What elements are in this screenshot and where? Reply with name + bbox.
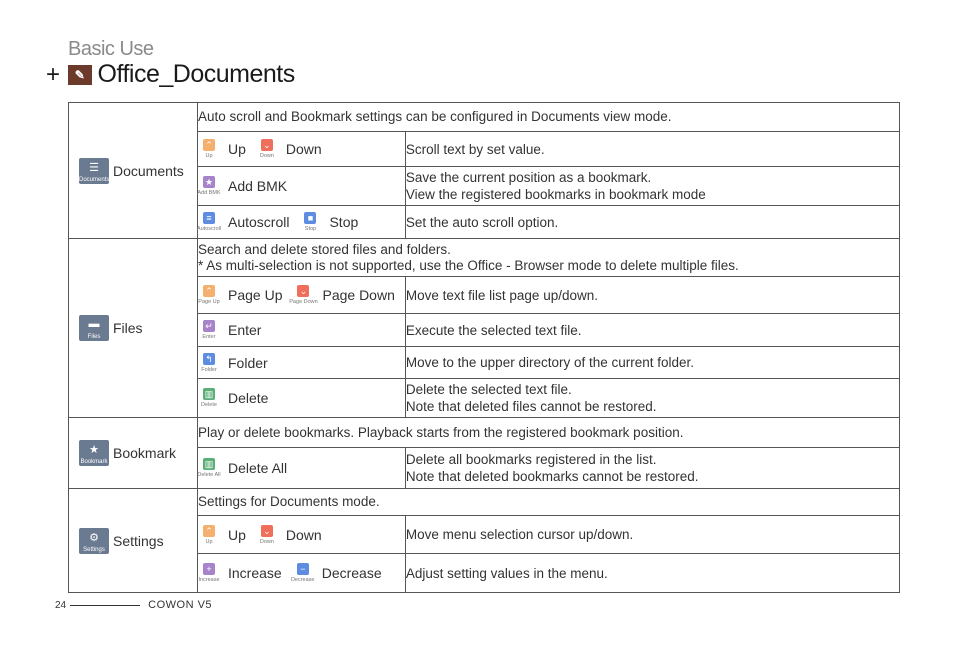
office-logo-icon: ✎ (68, 65, 92, 85)
action-description: Delete the selected text file. Note that deleted files cannot be restored. (405, 379, 899, 418)
button-cell: ↰ Folder Folder (198, 347, 406, 379)
page-down-icon[interactable]: ⌄ (297, 285, 309, 297)
button-label: Delete All (228, 460, 288, 476)
minus-icon[interactable]: − (297, 563, 309, 575)
category-documents (69, 103, 198, 239)
autoscroll-icon[interactable]: ≡ (203, 212, 215, 224)
page-up-icon[interactable]: ⌃ (203, 285, 215, 297)
button-label: Increase (228, 565, 282, 581)
button-label: Page Down (322, 287, 395, 303)
action-description: Move menu selection cursor up/down. (405, 516, 899, 554)
action-description: Set the auto scroll option. (405, 206, 899, 239)
button-cell: ⌃ Up Up ⌄ Down Down (198, 516, 406, 554)
action-description: Move to the upper directory of the current folder. (405, 347, 899, 379)
category-label: Files (113, 320, 143, 336)
stop-icon[interactable]: ■ (304, 212, 316, 224)
plus-icon[interactable]: + (203, 563, 215, 575)
action-description: Execute the selected text file. (405, 314, 899, 347)
footer-brand: COWON V5 (148, 599, 213, 611)
add-bookmark-icon[interactable]: ★ (204, 177, 214, 187)
category-label: Bookmark (113, 445, 177, 461)
page-title (46, 60, 295, 89)
bookmark-icon: ★ Bookmark (79, 440, 109, 466)
up-arrow-icon[interactable]: ⌃ (203, 139, 215, 151)
gear-icon: ⚙ Settings (79, 528, 109, 554)
section-description: Settings for Documents mode. (198, 489, 900, 516)
button-label: Folder (228, 354, 268, 371)
down-arrow-icon[interactable]: ⌄ (261, 139, 273, 151)
action-description: Move text file list page up/down. (405, 277, 899, 314)
down-arrow-icon[interactable]: ⌄ (261, 525, 273, 537)
button-label: Up (228, 141, 246, 157)
button-label: Delete (228, 390, 269, 406)
button-cell: ▥ Delete Delete (198, 379, 406, 418)
folder-up-icon[interactable]: ↰ (203, 353, 215, 365)
page-number: 24 (55, 599, 67, 611)
folder-icon: ▬ Files (79, 315, 109, 341)
category-files (69, 239, 198, 418)
document-icon: ☰ Documents (79, 158, 109, 184)
category-settings (69, 489, 198, 593)
button-label: Stop (329, 214, 359, 230)
category-bookmark (69, 418, 198, 489)
section-description: Auto scroll and Bookmark settings can be configured in Documents view mode. (198, 103, 900, 132)
enter-icon[interactable]: ↵ (203, 320, 215, 332)
button-cell: ≡ Autoscroll Autoscroll ■ Stop Stop (198, 206, 406, 239)
button-cell: ▥ Delete All Delete All (198, 448, 406, 489)
action-description: Delete all bookmarks registered in the list. Note that deleted bookmarks cannot be restored. (405, 448, 899, 489)
page-footer (55, 599, 212, 611)
page-title-text: Office_Documents (97, 60, 295, 88)
action-description: Adjust setting values in the menu. (405, 554, 899, 593)
action-description: Save the current position as a bookmark. View the registered bookmarks in bookmark mode (405, 167, 899, 206)
action-description: Scroll text by set value. (405, 132, 899, 167)
button-cell: ⌃ Up Up ⌄ Down Down (198, 132, 406, 167)
button-label: Enter (228, 322, 262, 338)
trash-icon[interactable]: ▥ (204, 389, 214, 399)
plus-sign: + (46, 60, 60, 88)
up-arrow-icon[interactable]: ⌃ (203, 525, 215, 537)
category-label: Settings (113, 532, 164, 549)
button-label: Up (228, 526, 246, 543)
button-label: Down (285, 141, 322, 157)
button-cell: ↵ Enter Enter (198, 314, 406, 347)
delete-all-icon[interactable]: ▥ (204, 459, 214, 469)
section-description: Search and delete stored files and folders. * As multi-selection is not supported, use the Office - Browser mode to delete multiple files. (198, 239, 900, 277)
function-table (68, 102, 900, 593)
button-label: Decrease (321, 565, 382, 581)
section-title: Basic Use (68, 38, 154, 60)
section-description: Play or delete bookmarks. Playback starts from the registered bookmark position. (198, 418, 900, 448)
button-cell: ⌃ Page Up Page Up ⌄ Page Down Page Down (198, 277, 406, 314)
button-cell: ★ Add BMK Add BMK (198, 167, 406, 206)
button-label: Add BMK (228, 178, 288, 194)
button-label: Down (285, 526, 322, 543)
button-cell: + Increase Increase − Decrease Decrease (198, 554, 406, 593)
button-label: Page Up (228, 287, 283, 303)
category-label: Documents (113, 162, 184, 179)
footer-rule (70, 605, 140, 606)
button-label: Autoscroll (228, 214, 290, 230)
